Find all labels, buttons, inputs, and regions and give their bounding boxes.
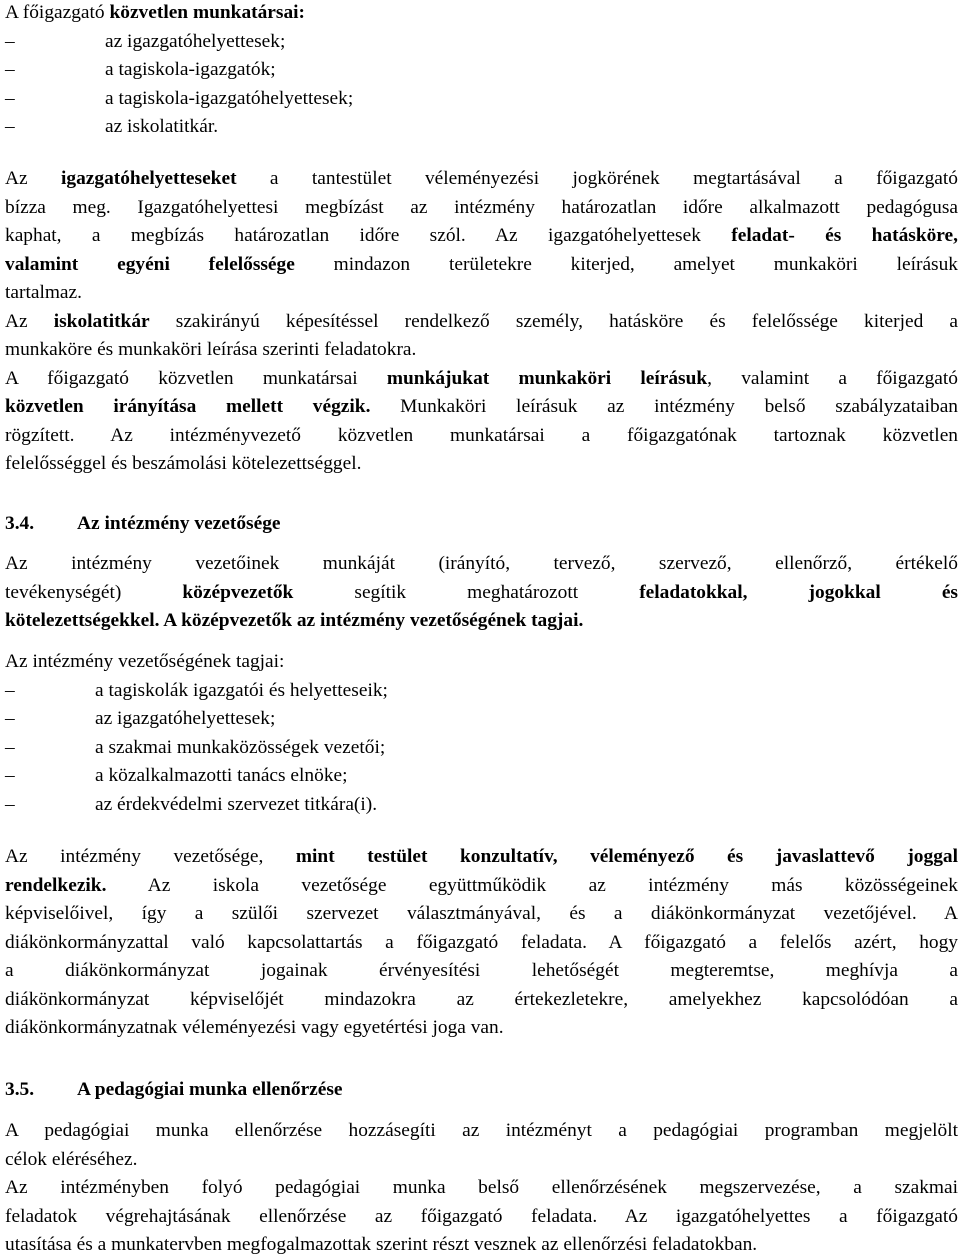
list-item: – az igazgatóhelyettesek; — [5, 708, 276, 729]
list-item: – a tagiskola-igazgatóhelyettesek; — [5, 87, 354, 109]
section-number: 3.5. — [5, 1079, 35, 1100]
leadership-list-intro: Az intézmény vezetőségének tagjai: — [5, 651, 285, 672]
deputies-paragraph: Az igazgatóhelyetteseket a tantestület véleményezési jogkörének megtartásával a főigazgató bízza meg. Igazgatóhelyettesi megbízást az intézmény határozatlan időre alkalmazott pedagógusa kaphat, a megbízás határozatlan időre szól. Az igazgatóhelyettesek feladat- és hatásköre, valamint egyéni felelőssége mindazon területekre kiterjed, amelyet munkaköri leírásuk tartalmaz. Az iskolatitkár szakirányú képesítéssel rendelkező személy, hatásköre és felelőssége kiterjed a munkaköre és munkaköri leírása szerinti feladatokra. A főigazgató közvetlen munkatársai munkájukat munkaköri leírásuk, valamint a főigazgató közvetlen irányítása mellett végzik. Munkaköri leírásuk az intézmény belső szabályzataiban rögzített. Az intézményvezető közvetlen munkatársai a főigazgatónak tartoznak közvetlen felelősséggel és beszámolási kötelezettséggel. — [5, 168, 959, 474]
list-item: – a közalkalmazotti tanács elnöke; — [5, 765, 348, 786]
inspection-paragraph-2: Az intézményben folyó pedagógiai munka belső ellenőrzésének megszervezése, a szakmai feladatok végrehajtásának ellenőrzése az főigazgató feladata. Az igazgatóhelyettes a főigazgató utasítása és a munkatervben megfogalmazottak szerint részt vesznek az ellenőrzési feladatokban. — [5, 1177, 958, 1255]
leadership-list — [5, 677, 958, 820]
direct-staff-section — [5, 0, 958, 142]
leadership-paragraph: Az intézmény vezetőinek munkáját (irányító, tervező, szervező, ellenőrző, értékelő tevékenységét) középvezetők segítik meghatározott feladatokkal, jogokkal és kötelezettségekkel. A középvezetők az intézmény vezetőségének tagjai. — [5, 553, 958, 631]
inspection-paragraph-1: A pedagógiai munka ellenőrzése hozzásegíti az intézményt a pedagógiai programban megjelölt célok eléréséhez. — [5, 1120, 958, 1170]
leadership-role-paragraph: Az intézmény vezetősége, mint testület konzultatív, véleményező és javaslattevő joggal rendelkezik. Az iskola vezetősége együttműködik az intézmény más közösségeinek képviselőivel, így a szülői szervezet választmányával, és a diákönkormányzat vezetőjével. A diákönkormányzattal való kapcsolattartás a főigazgató feladata. A főigazgató a felelős azért, hogy a diákönkormányzat jogainak érvényesítési lehetőségét megteremtse, meghívja a diákönkormányzat képviselőjét mindazokra az értekezletekre, amelyekhez kapcsolódóan a diákönkormányzatnak véleményezési vagy egyetértési joga van. — [5, 846, 958, 1038]
list-item: – a tagiskolák igazgatói és helyetteseik; — [5, 679, 388, 701]
direct-staff-list — [5, 28, 958, 142]
list-item: – az érdekvédelmi szervezet titkára(i). — [5, 793, 378, 815]
direct-staff-intro: A főigazgató közvetlen munkatársai: — [5, 2, 305, 23]
list-item: – az igazgatóhelyettesek; — [5, 30, 286, 52]
list-item: – a tagiskola-igazgatók; — [5, 59, 276, 80]
leadership-members-section — [5, 648, 958, 819]
list-item: – az iskolatitkár. — [5, 116, 219, 137]
section-title: A pedagógiai munka ellenőrzése — [77, 1079, 343, 1100]
list-item: – a szakmai munkaközösségek vezetői; — [5, 736, 386, 758]
section-number: 3.4. — [5, 513, 35, 534]
section-title: Az intézmény vezetősége — [77, 513, 281, 534]
